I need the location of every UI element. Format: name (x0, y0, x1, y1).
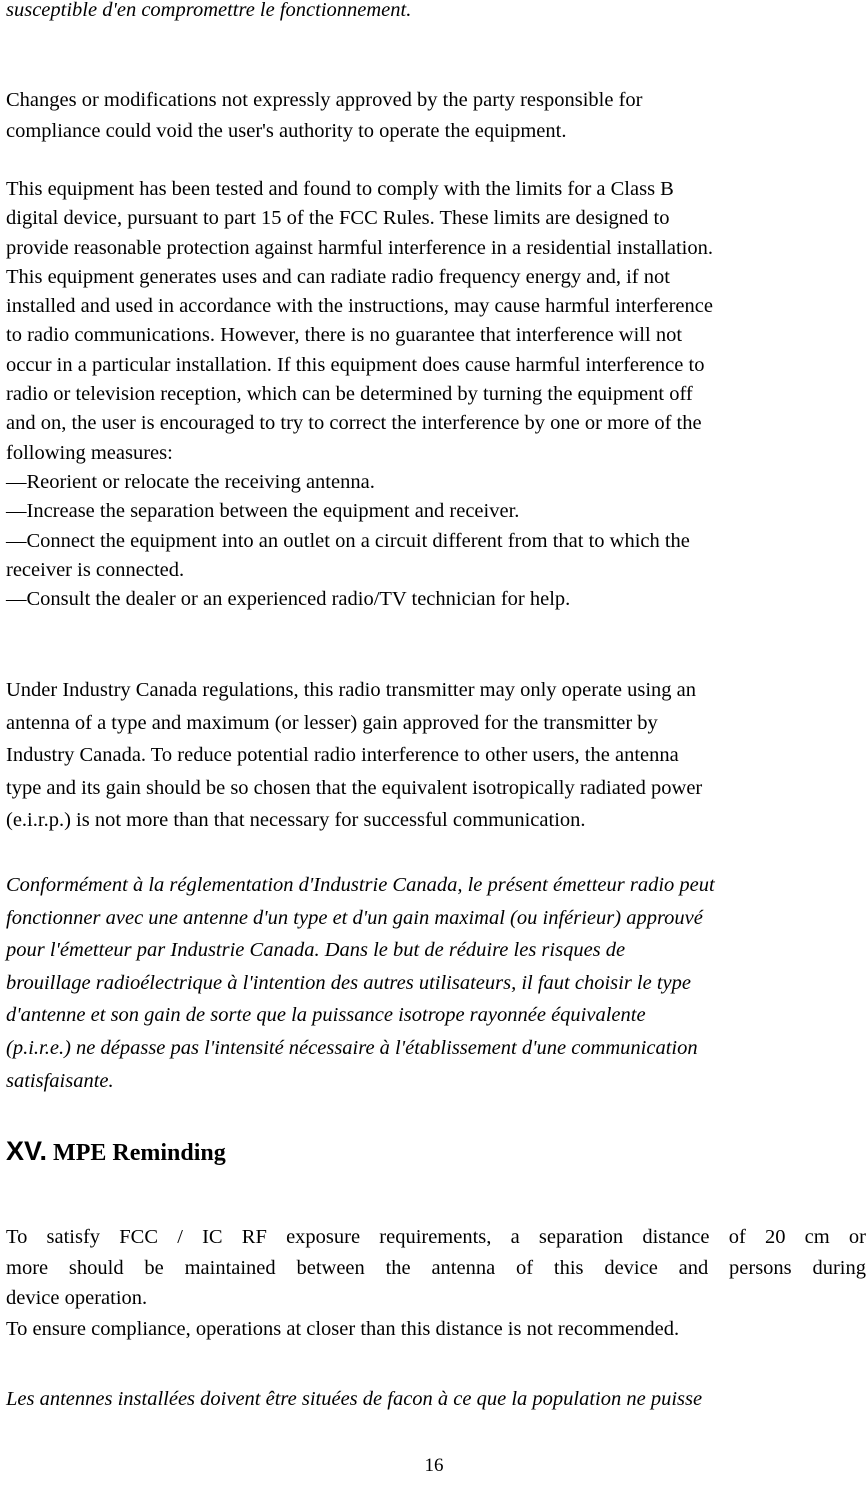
text-line: digital device, pursuant to part 15 of the FCC Rules. These limits are designed to (6, 207, 670, 230)
section-heading (6, 1136, 226, 1167)
text-line: type and its gain should be so chosen that the equivalent isotropically radiated power (6, 776, 703, 799)
text-line: brouillage radioélectrique à l'intention des autres utilisateurs, il faut choisir le type (6, 971, 691, 994)
paragraph-mpe-french (6, 1385, 866, 1414)
paragraph-fcc (6, 175, 866, 614)
text-line: This equipment generates uses and can radiate radio frequency energy and, if not (6, 265, 670, 288)
paragraph-changes (6, 86, 866, 147)
measure-item: —Reorient or relocate the receiving antenna. (6, 470, 375, 493)
text-line: radio or television reception, which can be determined by turning the equipment off (6, 383, 693, 406)
text-line: satisfaisante. (6, 1069, 114, 1092)
text-line: device operation. (6, 1287, 148, 1309)
text-line: receiver is connected. (6, 558, 185, 581)
text-line: provide reasonable protection against harmful interference in a residential installation. (6, 236, 713, 259)
text-line: Conformément à la réglementation d'Industrie Canada, le présent émetteur radio peut (6, 874, 715, 896)
text-line: To ensure compliance, operations at closer than this distance is not recommended. (6, 1318, 680, 1340)
measure-item: —Increase the separation between the equipment and receiver. (6, 500, 520, 523)
text-line: Industry Canada. To reduce potential radio interference to other users, the antenna (6, 744, 679, 767)
text-line: to radio communications. However, there is no guarantee that interference will not (6, 324, 683, 347)
top-fragment-line: susceptible d'en compromettre le fonctionnement. (6, 0, 412, 21)
text-line: compliance could void the user's authority to operate the equipment. (6, 120, 567, 142)
section-number: XV. (6, 1136, 48, 1166)
section-title: MPE Reminding (53, 1140, 226, 1166)
text-line: (e.i.r.p.) is not more than that necessary for successful communication. (6, 809, 586, 832)
page-number: 16 (424, 1455, 444, 1476)
text-line: installed and used in accordance with the instructions, may cause harmful interference (6, 295, 713, 318)
text-line: pour l'émetteur par Industrie Canada. Dans le but de réduire les risques de (6, 939, 626, 962)
measure-item: —Connect the equipment into an outlet on a circuit different from that to which the (6, 529, 690, 552)
top-fragment (6, 0, 866, 25)
text-line: and on, the user is encouraged to try to correct the interference by one or more of the (6, 412, 702, 435)
text-line: Les antennes installées doivent être situées de facon à ce que la population ne puisse (6, 1388, 703, 1410)
paragraph-ic-english (6, 674, 866, 837)
measure-item: —Consult the dealer or an experienced radio/TV technician for help. (6, 588, 571, 611)
paragraph-ic-french (6, 869, 866, 1097)
text-line: Under Industry Canada regulations, this radio transmitter may only operate using an (6, 679, 696, 701)
text-line: following measures: (6, 441, 173, 464)
text-line: Changes or modifications not expressly approved by the party responsible for (6, 89, 643, 111)
text-line: This equipment has been tested and found to comply with the limits for a Class B (6, 178, 674, 200)
text-line: (p.i.r.e.) ne dépasse pas l'intensité nécessaire à l'établissement d'une communication (6, 1036, 698, 1059)
text-line: occur in a particular installation. If this equipment does cause harmful interference to (6, 353, 705, 376)
paragraph-mpe (6, 1222, 866, 1346)
text-line: fonctionner avec une antenne d'un type et d'un gain maximal (ou inférieur) approuvé (6, 906, 703, 929)
text-line: antenna of a type and maximum (or lesser) gain approved for the transmitter by (6, 711, 658, 734)
text-line: d'antenne et son gain de sorte que la puissance isotrope rayonnée équivalente (6, 1004, 646, 1027)
text-line: To satisfy FCC / IC RF exposure requirements, a separation distance of 20 cm or (6, 1226, 866, 1248)
text-line: more should be maintained between the antenna of this device and persons during (6, 1257, 866, 1279)
